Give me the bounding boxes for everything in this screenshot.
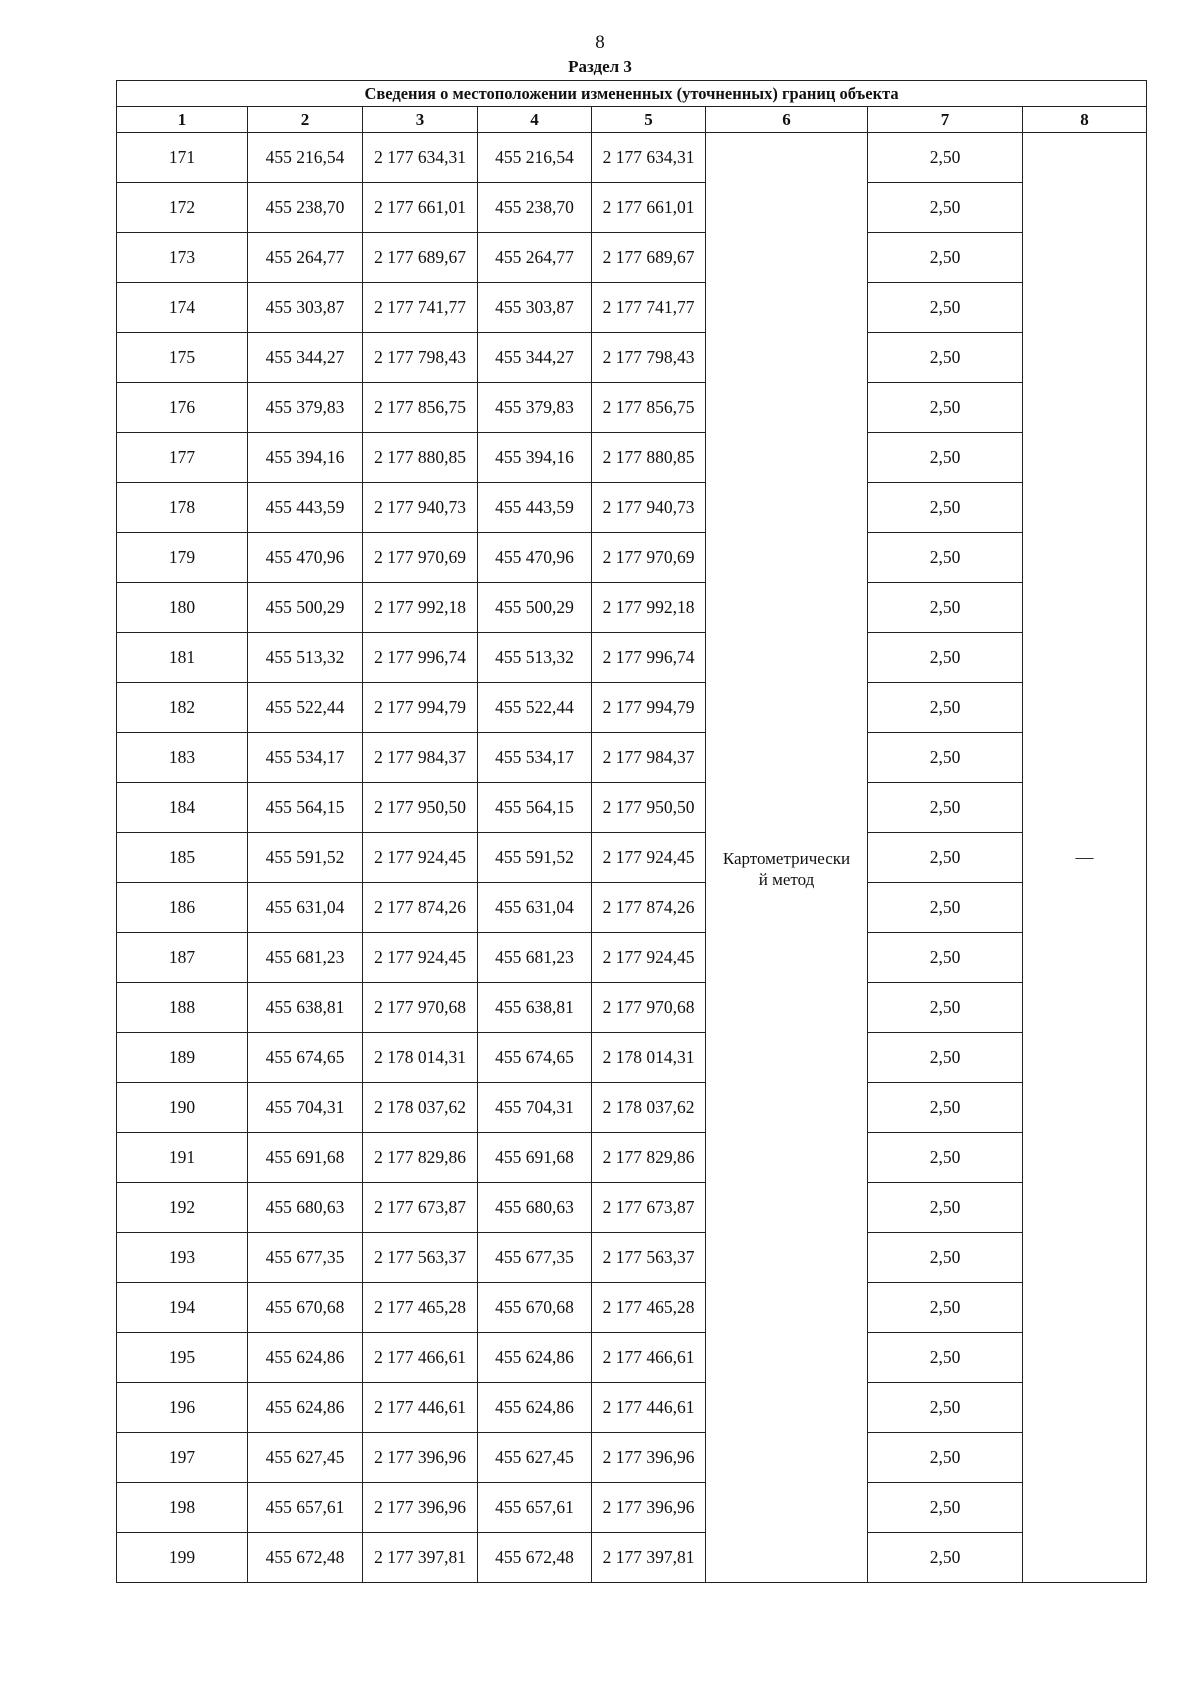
- cell-y1: 2 178 037,62: [363, 1083, 478, 1133]
- cell-err: 2,50: [868, 1033, 1023, 1083]
- table-row: [117, 1033, 1147, 1083]
- column-header: 8: [1023, 107, 1147, 133]
- cell-y2: 2 177 465,28: [592, 1283, 706, 1333]
- cell-y1: 2 177 689,67: [363, 233, 478, 283]
- cell-y2: 2 177 924,45: [592, 933, 706, 983]
- cell-x2: 455 680,63: [478, 1183, 592, 1233]
- cell-x2: 455 681,23: [478, 933, 592, 983]
- cell-y1: 2 177 829,86: [363, 1133, 478, 1183]
- cell-err: 2,50: [868, 933, 1023, 983]
- cell-x1: 455 681,23: [248, 933, 363, 983]
- page-number: 8: [595, 32, 605, 53]
- cell-x2: 455 631,04: [478, 883, 592, 933]
- cell-err: 2,50: [868, 1283, 1023, 1333]
- cell-y2: 2 177 798,43: [592, 333, 706, 383]
- cell-y2: 2 177 996,74: [592, 633, 706, 683]
- cell-y1: 2 177 446,61: [363, 1383, 478, 1433]
- section-title: Раздел 3: [568, 57, 632, 76]
- cell-x1: 455 657,61: [248, 1483, 363, 1533]
- cell-n: 186: [117, 883, 248, 933]
- table-row: [117, 1383, 1147, 1433]
- cell-x1: 455 591,52: [248, 833, 363, 883]
- cell-y2: 2 177 970,68: [592, 983, 706, 1033]
- cell-y2: 2 177 396,96: [592, 1433, 706, 1483]
- cell-y1: 2 177 994,79: [363, 683, 478, 733]
- table-body: [117, 133, 1147, 1583]
- cell-err: 2,50: [868, 583, 1023, 633]
- cell-y2: 2 177 950,50: [592, 783, 706, 833]
- cell-y1: 2 177 950,50: [363, 783, 478, 833]
- cell-x2: 455 344,27: [478, 333, 592, 383]
- table-row: [117, 483, 1147, 533]
- cell-y2: 2 177 994,79: [592, 683, 706, 733]
- cell-x1: 455 627,45: [248, 1433, 363, 1483]
- cell-n: 190: [117, 1083, 248, 1133]
- cell-x1: 455 680,63: [248, 1183, 363, 1233]
- cell-n: 191: [117, 1133, 248, 1183]
- cell-n: 185: [117, 833, 248, 883]
- table-row: [117, 633, 1147, 683]
- cell-x2: 455 674,65: [478, 1033, 592, 1083]
- cell-y1: 2 177 924,45: [363, 933, 478, 983]
- cell-n: 175: [117, 333, 248, 383]
- table-row: [117, 1133, 1147, 1183]
- cell-x1: 455 564,15: [248, 783, 363, 833]
- cell-y2: 2 178 014,31: [592, 1033, 706, 1083]
- cell-x1: 455 238,70: [248, 183, 363, 233]
- cell-n: 176: [117, 383, 248, 433]
- cell-x2: 455 624,86: [478, 1333, 592, 1383]
- cell-x2: 455 657,61: [478, 1483, 592, 1533]
- cell-y1: 2 177 661,01: [363, 183, 478, 233]
- cell-x2: 455 672,48: [478, 1533, 592, 1583]
- table-row: [117, 933, 1147, 983]
- cell-x2: 455 704,31: [478, 1083, 592, 1133]
- method-cell: [706, 133, 868, 1583]
- cell-n: 193: [117, 1233, 248, 1283]
- cell-n: 181: [117, 633, 248, 683]
- column-header: 6: [706, 107, 868, 133]
- cell-n: 173: [117, 233, 248, 283]
- column-header: 4: [478, 107, 592, 133]
- cell-err: 2,50: [868, 1483, 1023, 1533]
- cell-x1: 455 638,81: [248, 983, 363, 1033]
- cell-x1: 455 500,29: [248, 583, 363, 633]
- method-text-line1: Картометрически: [722, 848, 851, 868]
- cell-x2: 455 564,15: [478, 783, 592, 833]
- cell-x1: 455 691,68: [248, 1133, 363, 1183]
- cell-err: 2,50: [868, 1333, 1023, 1383]
- cell-err: 2,50: [868, 733, 1023, 783]
- method-text-line2: й метод: [758, 869, 815, 889]
- cell-y1: 2 177 396,96: [363, 1483, 478, 1533]
- column-header: 5: [592, 107, 706, 133]
- table-row: [117, 583, 1147, 633]
- cell-err: 2,50: [868, 1083, 1023, 1133]
- cell-y1: 2 177 970,69: [363, 533, 478, 583]
- cell-y2: 2 177 829,86: [592, 1133, 706, 1183]
- cell-n: 174: [117, 283, 248, 333]
- cell-err: 2,50: [868, 1183, 1023, 1233]
- cell-y2: 2 177 397,81: [592, 1533, 706, 1583]
- cell-x2: 455 513,32: [478, 633, 592, 683]
- cell-y2: 2 177 856,75: [592, 383, 706, 433]
- cell-n: 182: [117, 683, 248, 733]
- table-row: [117, 533, 1147, 583]
- cell-n: 194: [117, 1283, 248, 1333]
- table-row: [117, 1433, 1147, 1483]
- cell-x1: 455 344,27: [248, 333, 363, 383]
- cell-n: 196: [117, 1383, 248, 1433]
- cell-y2: 2 177 924,45: [592, 833, 706, 883]
- table-row: [117, 883, 1147, 933]
- cell-err: 2,50: [868, 433, 1023, 483]
- cell-err: 2,50: [868, 1533, 1023, 1583]
- cell-y1: 2 177 673,87: [363, 1183, 478, 1233]
- cell-err: 2,50: [868, 633, 1023, 683]
- cell-x1: 455 674,65: [248, 1033, 363, 1083]
- cell-x2: 455 303,87: [478, 283, 592, 333]
- cell-err: 2,50: [868, 233, 1023, 283]
- cell-x2: 455 522,44: [478, 683, 592, 733]
- cell-y2: 2 177 940,73: [592, 483, 706, 533]
- cell-x1: 455 513,32: [248, 633, 363, 683]
- cell-err: 2,50: [868, 1233, 1023, 1283]
- table-row: [117, 183, 1147, 233]
- cell-n: 178: [117, 483, 248, 533]
- table-row: [117, 1183, 1147, 1233]
- cell-x2: 455 677,35: [478, 1233, 592, 1283]
- cell-x1: 455 522,44: [248, 683, 363, 733]
- cell-y1: 2 177 798,43: [363, 333, 478, 383]
- cell-x2: 455 500,29: [478, 583, 592, 633]
- column-header: 7: [868, 107, 1023, 133]
- cell-n: 199: [117, 1533, 248, 1583]
- table-row: [117, 233, 1147, 283]
- cell-x1: 455 470,96: [248, 533, 363, 583]
- cell-err: 2,50: [868, 333, 1023, 383]
- cell-n: 192: [117, 1183, 248, 1233]
- cell-y2: 2 177 689,67: [592, 233, 706, 283]
- cell-y1: 2 177 741,77: [363, 283, 478, 333]
- cell-y2: 2 177 992,18: [592, 583, 706, 633]
- cell-n: 184: [117, 783, 248, 833]
- cell-x1: 455 677,35: [248, 1233, 363, 1283]
- cell-n: 177: [117, 433, 248, 483]
- cell-x2: 455 627,45: [478, 1433, 592, 1483]
- cell-x1: 455 631,04: [248, 883, 363, 933]
- cell-err: 2,50: [868, 383, 1023, 433]
- cell-x2: 455 638,81: [478, 983, 592, 1033]
- cell-y1: 2 177 874,26: [363, 883, 478, 933]
- table-row: [117, 683, 1147, 733]
- cell-err: 2,50: [868, 183, 1023, 233]
- cell-y1: 2 177 466,61: [363, 1333, 478, 1383]
- cell-x2: 455 379,83: [478, 383, 592, 433]
- cell-y1: 2 177 924,45: [363, 833, 478, 883]
- cell-n: 171: [117, 133, 248, 183]
- column-number-row: [117, 107, 1147, 133]
- cell-y2: 2 177 673,87: [592, 1183, 706, 1233]
- column-header: 1: [117, 107, 248, 133]
- table-row: [117, 983, 1147, 1033]
- cell-n: 197: [117, 1433, 248, 1483]
- table-row: [117, 1483, 1147, 1533]
- cell-x1: 455 443,59: [248, 483, 363, 533]
- cell-err: 2,50: [868, 1433, 1023, 1483]
- cell-err: 2,50: [868, 683, 1023, 733]
- table-row: [117, 333, 1147, 383]
- cell-x1: 455 534,17: [248, 733, 363, 783]
- cell-n: 188: [117, 983, 248, 1033]
- cell-x1: 455 303,87: [248, 283, 363, 333]
- cell-x2: 455 691,68: [478, 1133, 592, 1183]
- table-row: [117, 383, 1147, 433]
- cell-n: 187: [117, 933, 248, 983]
- cell-y2: 2 177 446,61: [592, 1383, 706, 1433]
- cell-n: 183: [117, 733, 248, 783]
- cell-n: 179: [117, 533, 248, 583]
- cell-x1: 455 670,68: [248, 1283, 363, 1333]
- cell-x2: 455 238,70: [478, 183, 592, 233]
- cell-y1: 2 177 880,85: [363, 433, 478, 483]
- table-caption: Сведения о местоположении измененных (уточненных) границ объекта: [117, 81, 1147, 107]
- cell-err: 2,50: [868, 833, 1023, 883]
- cell-n: 180: [117, 583, 248, 633]
- cell-err: 2,50: [868, 133, 1023, 183]
- table-row: [117, 1333, 1147, 1383]
- coordinates-table: [116, 80, 1147, 1583]
- column-header: 2: [248, 107, 363, 133]
- cell-y1: 2 177 563,37: [363, 1233, 478, 1283]
- cell-err: 2,50: [868, 1133, 1023, 1183]
- table-row: [117, 833, 1147, 883]
- cell-x2: 455 443,59: [478, 483, 592, 533]
- cell-err: 2,50: [868, 983, 1023, 1033]
- cell-y2: 2 177 661,01: [592, 183, 706, 233]
- cell-x2: 455 624,86: [478, 1383, 592, 1433]
- cell-x1: 455 379,83: [248, 383, 363, 433]
- cell-x2: 455 670,68: [478, 1283, 592, 1333]
- cell-n: 189: [117, 1033, 248, 1083]
- cell-err: 2,50: [868, 283, 1023, 333]
- cell-y1: 2 177 465,28: [363, 1283, 478, 1333]
- cell-x1: 455 394,16: [248, 433, 363, 483]
- cell-y1: 2 177 970,68: [363, 983, 478, 1033]
- cell-err: 2,50: [868, 1383, 1023, 1433]
- cell-y1: 2 178 014,31: [363, 1033, 478, 1083]
- column-header: 3: [363, 107, 478, 133]
- cell-y2: 2 177 466,61: [592, 1333, 706, 1383]
- table-row: [117, 1083, 1147, 1133]
- cell-x1: 455 216,54: [248, 133, 363, 183]
- cell-n: 198: [117, 1483, 248, 1533]
- cell-y2: 2 177 874,26: [592, 883, 706, 933]
- cell-x1: 455 704,31: [248, 1083, 363, 1133]
- cell-x2: 455 216,54: [478, 133, 592, 183]
- cell-y1: 2 177 397,81: [363, 1533, 478, 1583]
- table-row: [117, 783, 1147, 833]
- cell-y1: 2 177 856,75: [363, 383, 478, 433]
- cell-y2: 2 177 984,37: [592, 733, 706, 783]
- cell-x2: 455 264,77: [478, 233, 592, 283]
- cell-err: 2,50: [868, 533, 1023, 583]
- cell-y2: 2 178 037,62: [592, 1083, 706, 1133]
- cell-x1: 455 624,86: [248, 1383, 363, 1433]
- table-row: [117, 1533, 1147, 1583]
- cell-err: 2,50: [868, 783, 1023, 833]
- cell-y1: 2 177 396,96: [363, 1433, 478, 1483]
- cell-x2: 455 470,96: [478, 533, 592, 583]
- cell-y2: 2 177 970,69: [592, 533, 706, 583]
- cell-y2: 2 177 880,85: [592, 433, 706, 483]
- cell-x2: 455 534,17: [478, 733, 592, 783]
- cell-x2: 455 591,52: [478, 833, 592, 883]
- table-row: [117, 283, 1147, 333]
- cell-y1: 2 177 634,31: [363, 133, 478, 183]
- table-row: [117, 733, 1147, 783]
- cell-x1: 455 624,86: [248, 1333, 363, 1383]
- cell-y1: 2 177 940,73: [363, 483, 478, 533]
- cell-y2: 2 177 741,77: [592, 283, 706, 333]
- cell-err: 2,50: [868, 483, 1023, 533]
- table-row: [117, 1233, 1147, 1283]
- cell-n: 172: [117, 183, 248, 233]
- cell-y1: 2 177 992,18: [363, 583, 478, 633]
- cell-y1: 2 177 984,37: [363, 733, 478, 783]
- cell-n: 195: [117, 1333, 248, 1383]
- table-row: [117, 133, 1147, 183]
- cell-y2: 2 177 634,31: [592, 133, 706, 183]
- cell-x1: 455 672,48: [248, 1533, 363, 1583]
- cell-x2: 455 394,16: [478, 433, 592, 483]
- column8-cell: —: [1023, 133, 1147, 1583]
- cell-y2: 2 177 396,96: [592, 1483, 706, 1533]
- cell-y2: 2 177 563,37: [592, 1233, 706, 1283]
- table-row: [117, 1283, 1147, 1333]
- table-row: [117, 433, 1147, 483]
- cell-x1: 455 264,77: [248, 233, 363, 283]
- cell-y1: 2 177 996,74: [363, 633, 478, 683]
- cell-err: 2,50: [868, 883, 1023, 933]
